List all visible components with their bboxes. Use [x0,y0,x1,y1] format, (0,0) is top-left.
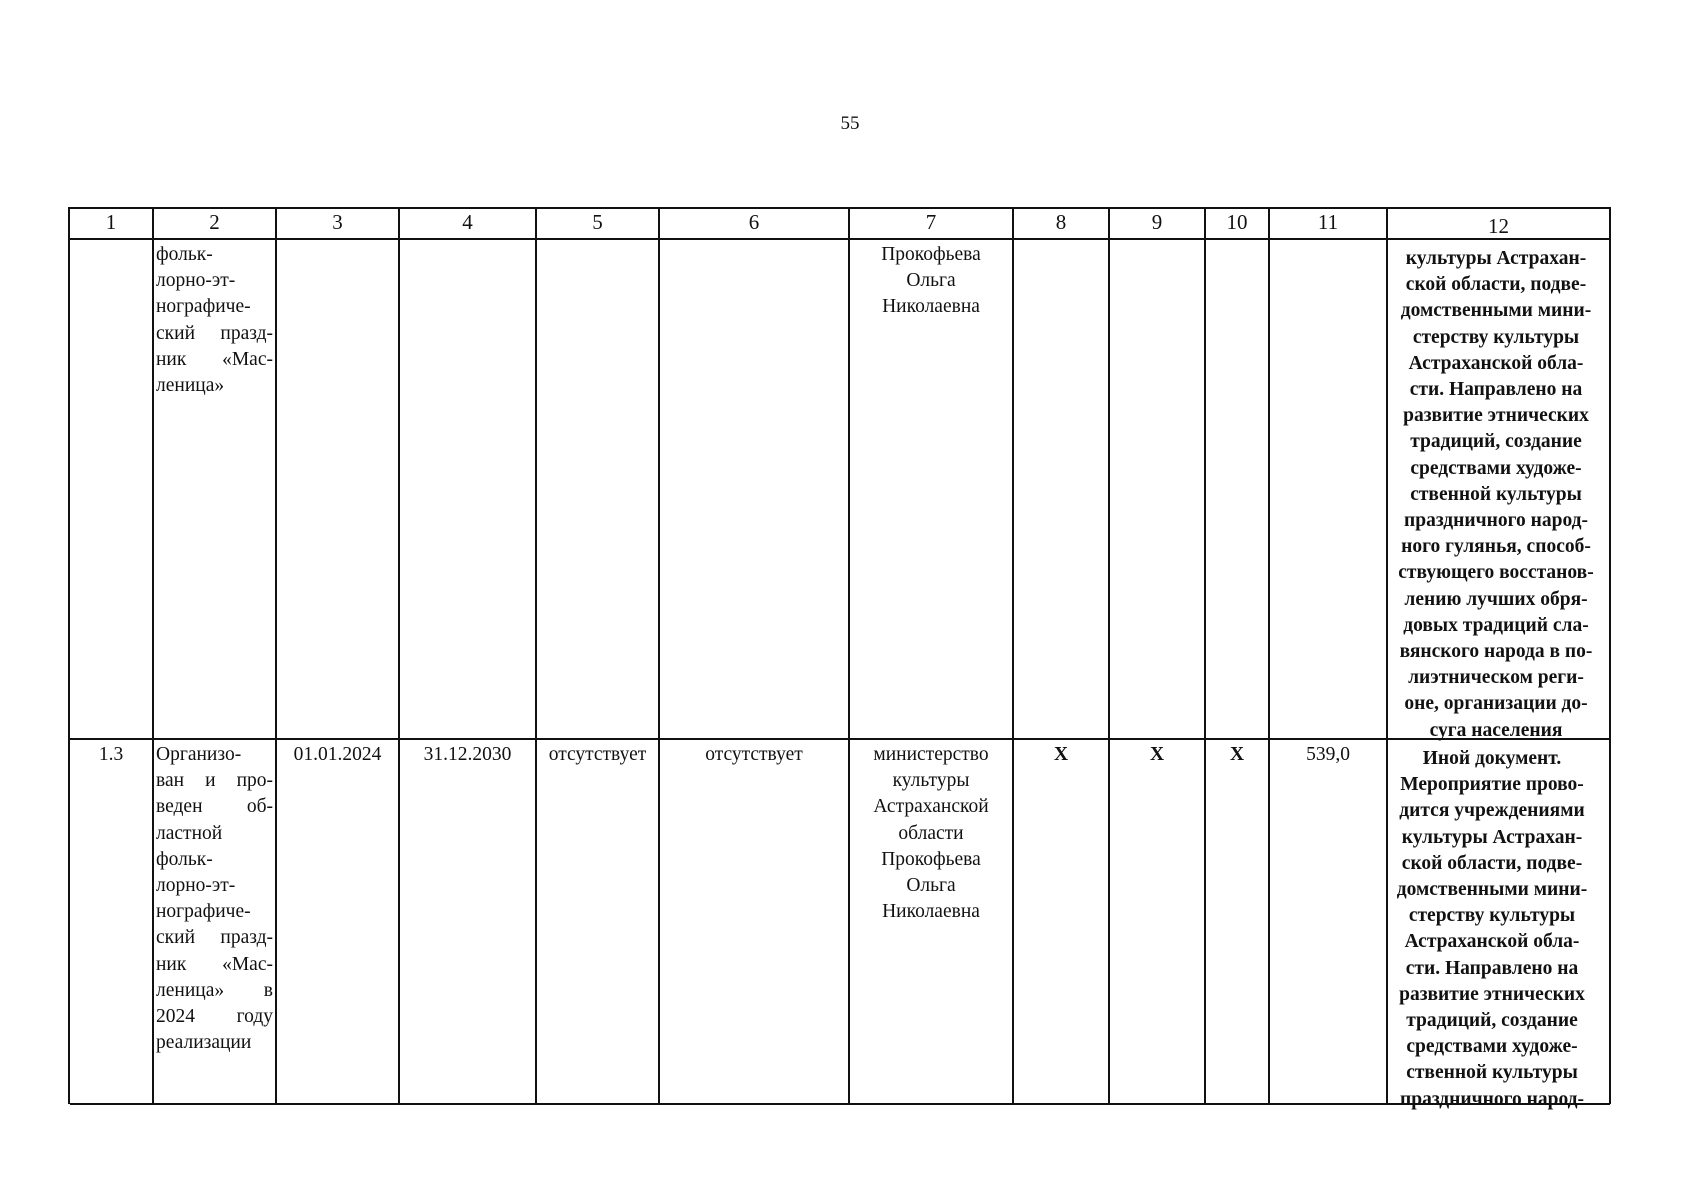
text-line: оне, организации до- [1404,693,1588,715]
text-line: сти. Направлено на [1405,957,1579,979]
text-line: довых традиций сла- [1403,614,1589,636]
header-col-4: 4 [462,210,473,234]
text-line: традиций, создание [1410,431,1582,453]
text-line: Прокофьева [881,244,981,265]
row-1-3-end-date: 31.12.2030 [423,744,512,765]
text-line: традиций, создание [1406,1010,1578,1032]
text-line: реализации [156,1032,252,1054]
text-line: области [898,822,964,844]
row-1-3-col7 [850,742,1012,925]
text-line: культуры Астрахан- [1405,248,1587,269]
header-col-1: 1 [105,210,117,234]
header-col-3: 3 [332,210,343,234]
text-line: фольк- [156,848,213,870]
text-line: ской области, подве- [1401,852,1583,874]
column-border [275,207,277,1104]
continued-row-col2 [156,242,273,399]
text-line: дится учреждениями [1399,800,1585,822]
column-border [398,207,400,1104]
row-1-3-col2 [156,742,273,1056]
text-line: 2024 году [156,1006,273,1028]
continued-row-col7 [850,242,1012,321]
text-line: культуры Астрахан- [1401,826,1583,848]
row-1-3-number: 1.3 [98,744,124,765]
text-line: министерство [873,744,989,765]
column-border [1108,207,1110,1104]
column-border [1204,207,1206,1104]
text-line: Мероприятие прово- [1400,774,1584,796]
text-line: лорно-эт- [156,270,236,292]
row-1-3-col10: X [1229,744,1245,765]
text-line: ский празд- [156,322,273,344]
text-line: праздничного народ- [1399,1088,1584,1110]
row-1-3-col8: X [1053,744,1069,765]
header-col-11: 11 [1317,210,1339,234]
text-line: ник «Мас- [156,348,273,370]
text-line: фольк- [156,244,213,265]
header-col-8: 8 [1055,210,1067,234]
text-line: праздничного народ- [1403,510,1588,532]
text-line: ствующего восстанов- [1398,562,1594,584]
text-line: Ольга [906,875,956,897]
text-line: сти. Направлено на [1409,379,1583,401]
text-line: нографиче- [156,901,251,923]
text-line: ский празд- [156,927,273,949]
text-line: Астраханской [873,796,989,818]
text-line: веден об- [156,796,273,818]
text-line: лению лучших обря- [1404,588,1588,610]
header-col-2: 2 [209,210,220,234]
column-border [1012,207,1014,1104]
header-col-9: 9 [1151,210,1163,234]
text-line: развитие этнических [1403,405,1589,427]
row-1-3-col6: отсутствует [705,744,803,765]
header-col-10: 10 [1226,210,1248,234]
text-line: ластной [156,822,223,844]
column-border [658,207,660,1104]
text-line: стерству культуры [1408,905,1576,927]
column-border [152,207,154,1104]
row-separator [70,738,1610,740]
text-line: развитие этнических [1399,983,1585,1005]
text-line: ской области, подве- [1405,274,1587,296]
header-col-7: 7 [925,210,937,234]
text-line: Организо- [156,744,242,765]
text-line: лиэтническом реги- [1408,667,1584,689]
text-line: Николаевна [882,296,980,318]
page-number: 55 [840,113,860,134]
text-line: Николаевна [882,901,980,923]
text-line: домственными мини- [1396,879,1588,901]
text-line: средствами художе- [1406,1036,1578,1058]
text-line: ственной культуры [1410,483,1582,505]
column-border [68,207,70,1104]
text-line: нографиче- [156,296,251,318]
text-line: Ольга [906,270,956,292]
text-line: лорно-эт- [156,875,236,897]
header-col-6: 6 [748,210,760,234]
text-line: вянского народа в по- [1399,641,1593,663]
text-line: Астраханской обла- [1408,352,1584,374]
header-bottom-border [68,238,1610,240]
text-line: ственной культуры [1406,1062,1578,1084]
column-border [535,207,537,1104]
column-border [1268,207,1270,1104]
text-line: культуры [892,770,970,792]
text-line: домственными мини- [1400,300,1592,322]
text-line: ного гулянья, способ- [1401,536,1591,558]
table-top-border [68,207,1610,209]
row-1-3-col11: 539,0 [1306,744,1350,765]
text-line: Иной документ. [1422,748,1562,769]
continued-row-col12 [1380,246,1612,744]
text-line: ник «Мас- [156,953,273,975]
row-1-3-col12 [1374,746,1610,1113]
row-1-3-col5: отсутствует [548,744,647,765]
text-line: ван и про- [156,770,273,792]
header-col-12: 12 [1488,214,1509,238]
row-1-3-start-date: 01.01.2024 [293,744,382,765]
text-line: Астраханской обла- [1404,931,1580,953]
row-1-3-col9: X [1149,744,1165,765]
column-border [848,207,850,1104]
text-line: леница» в [156,979,273,1001]
text-line: стерству культуры [1412,326,1580,348]
text-line: Прокофьева [881,848,981,870]
text-line: суга населения [1429,719,1563,741]
text-line: средствами художе- [1410,457,1582,479]
header-col-5: 5 [592,210,603,234]
text-line: леница» [156,375,225,397]
